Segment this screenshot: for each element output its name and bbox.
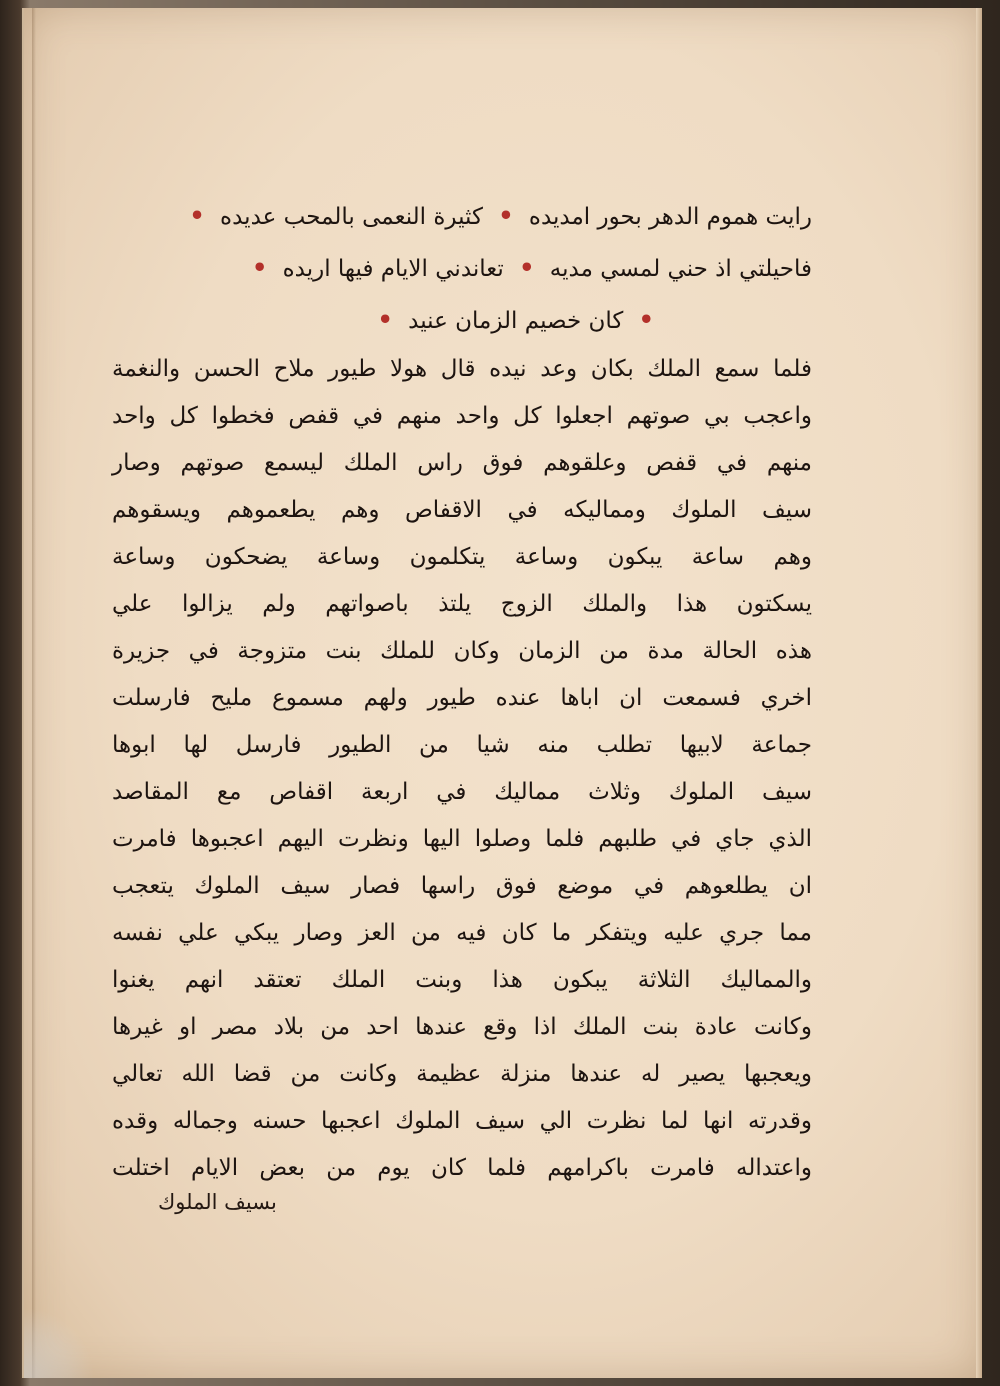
prose-line: وقدرته انها لما نظرت الي سيف الملوك اعجبها حسنه وجماله وقده (112, 1108, 812, 1134)
text-block (112, 190, 812, 1192)
verse-separator-icon: • (498, 201, 514, 230)
prose-line: اخري فسمعت ان اباها عنده طيور ولهم مسموع مليح فارسلت (112, 685, 812, 711)
verse-hemistich: فاحيلتي اذ حني لمسي مديه (549, 256, 812, 282)
prose-line: يسكتون هذا والملك الزوج يلتذ باصواتهم ولم يزالوا علي (112, 591, 812, 617)
prose-line: فلما سمع الملك بكان وعد نيده قال هولا طيور ملاح الحسن والنغمة (112, 356, 812, 382)
corner-clip (24, 1298, 94, 1378)
verse-hemistich: تعاندني الايام فيها اريده (282, 256, 504, 282)
prose-line: وهم ساعة يبكون وساعة يتكلمون وساعة يضحكون وساعة (112, 544, 812, 570)
prose-line: واعتداله فامرت باكرامهم فلما كان يوم من بعض الايام اختلت (112, 1155, 812, 1181)
verse-line (112, 190, 812, 242)
verse-line (112, 242, 812, 294)
verse-hemistich: كان خصيم الزمان عنيد (408, 308, 624, 334)
prose-line: سيف الملوك وثلاث مماليك في اربعة اقفاص مع المقاصد (112, 779, 812, 805)
verse-hemistich: كثيرة النعمى بالمحب عديده (220, 204, 483, 230)
page-fold (32, 8, 36, 1378)
verse-end-icon: • (377, 305, 393, 334)
prose-line: والمماليك الثلاثة يبكون هذا وبنت الملك تعتقد انهم يغنوا (112, 967, 812, 993)
prose-line: منهم في قفص وعلقوهم فوق راس الملك ليسمع صوتهم وصار (112, 450, 812, 476)
page-edge (976, 8, 982, 1378)
manuscript-page (22, 8, 982, 1378)
verse-hemistich: رايت هموم الدهر بحور امديده (528, 204, 812, 230)
prose-line: جماعة لابيها تطلب منه شيا من الطيور فارسل لها ابوها (112, 732, 812, 758)
prose-line: وكانت عادة بنت الملك اذا وقع عندها احد من بلاد مصر او غيرها (112, 1014, 812, 1040)
verse-line (112, 294, 812, 346)
prose-line: هذه الحالة مدة من الزمان وكان للملك بنت متزوجة في جزيرة (112, 638, 812, 664)
prose-line: الذي جاي في طلبهم فلما وصلوا اليها ونظرت اليهم اعجبوها فامرت (112, 826, 812, 852)
prose-line: ويعجبها يصير له عندها منزلة عظيمة وكانت من قضا الله تعالي (112, 1061, 812, 1087)
catchword: بسيف الملوك (158, 1190, 277, 1214)
prose-line: سيف الملوك ومماليكه في الاقفاص وهم يطعموهم ويسقوهم (112, 497, 812, 523)
verse-separator-icon: • (638, 305, 654, 334)
prose-line: ان يطلعوهم في موضع فوق راسها فصار سيف الملوك يتعجب (112, 873, 812, 899)
prose-line: واعجب بي صوتهم اجعلوا كل واحد منهم في قفص فخطوا كل واحد (112, 403, 812, 429)
verse-end-icon: • (189, 201, 205, 230)
verse-separator-icon: • (519, 253, 535, 282)
verse-end-icon: • (251, 253, 268, 282)
prose-line: مما جري عليه ويتفكر ما كان فيه من العز وصار يبكي علي نفسه (112, 920, 812, 946)
